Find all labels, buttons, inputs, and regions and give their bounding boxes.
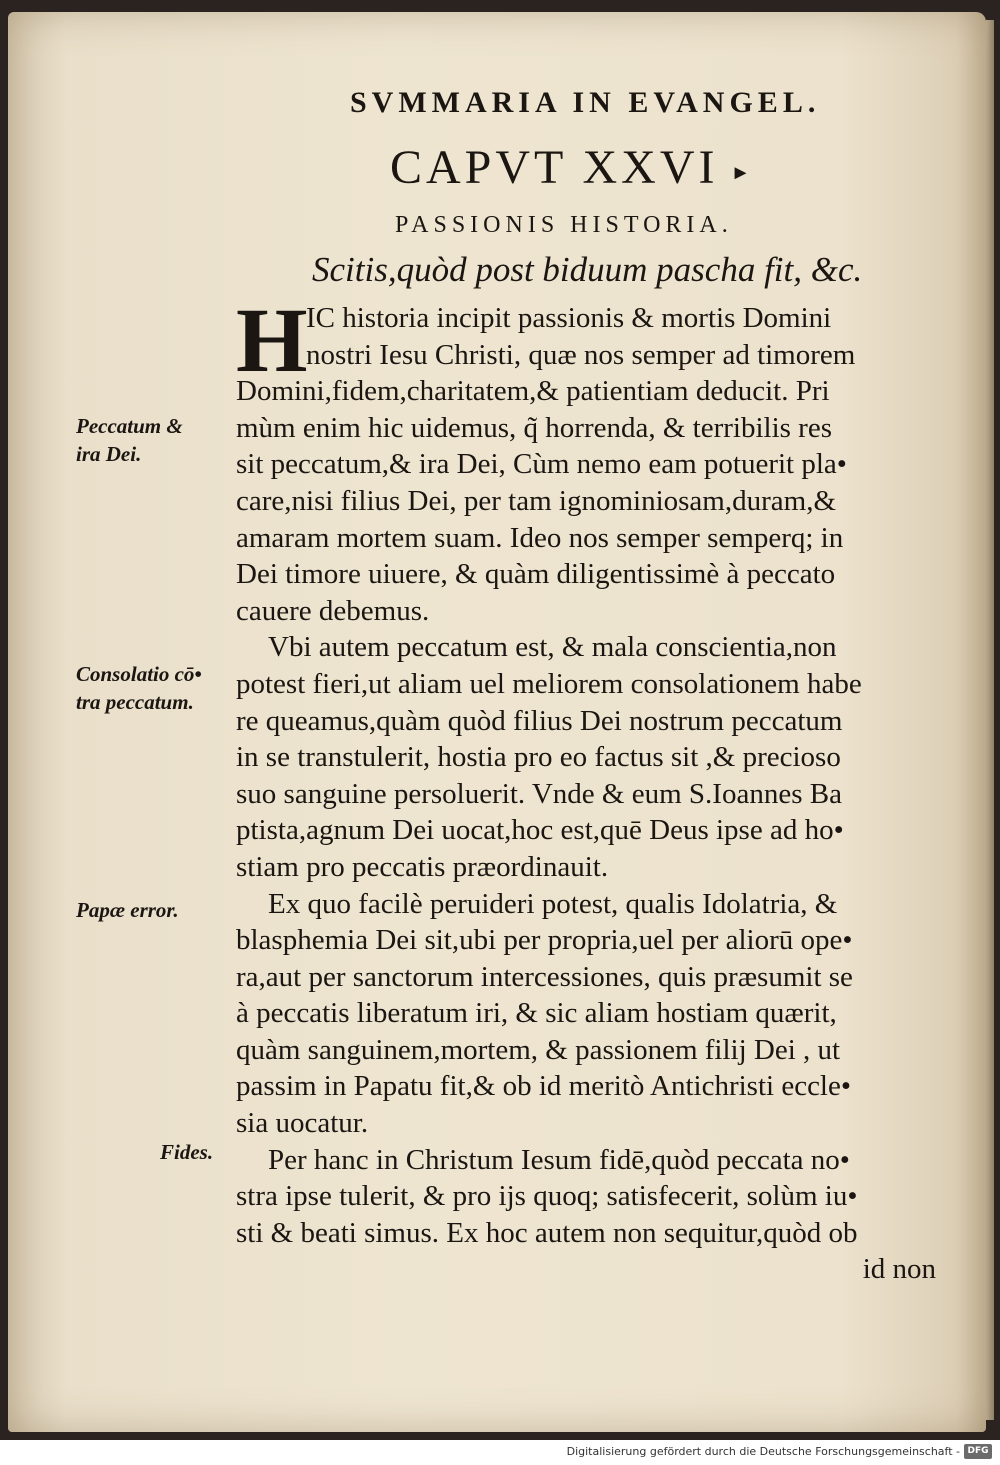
- margin-note-line: Peccatum &: [76, 414, 183, 438]
- margin-note-line: Consolatio cō•: [76, 662, 202, 686]
- text-line: quàm sanguinem,mortem, & passionem filij Dei , ut: [236, 1033, 841, 1066]
- margin-note-line: tra peccatum.: [76, 690, 194, 714]
- text-line: blasphemia Dei sit,ubi per propria,uel per aliorū ope•: [236, 924, 853, 957]
- catchword: id non: [862, 1253, 936, 1286]
- text-line: in se transtulerit, hostia pro eo factus sit ,& precioso: [236, 741, 841, 774]
- text-line: amaram mortem suam. Ideo nos semper semperq; in: [236, 521, 844, 554]
- dfg-logo-icon: DFG: [964, 1444, 992, 1459]
- margin-note-line: Fides.: [160, 1140, 214, 1164]
- margin-note-consolatio: [76, 660, 231, 716]
- footer-bar: [0, 1440, 1000, 1465]
- running-head: SVMMARIA IN EVANGEL.: [350, 86, 821, 119]
- text-line: re queamus,quàm quòd filius Dei nostrum peccatum: [236, 704, 843, 737]
- margin-note-line: Papæ error.: [76, 898, 179, 922]
- page-edge: [986, 20, 994, 1420]
- text-line: ra,aut per sanctorum intercessiones, quis præsumit se: [236, 960, 853, 993]
- text-line: sit peccatum,& ira Dei, Cùm nemo eam potuerit pla•: [236, 448, 847, 481]
- text-line: stra ipse tulerit, & pro ijs quoq; satisfecerit, solùm iu•: [236, 1180, 858, 1213]
- body-text: [236, 289, 936, 1288]
- drop-cap: H: [236, 289, 308, 391]
- text-line: Per hanc in Christum Iesum fidē,quòd peccata no•: [268, 1143, 850, 1176]
- text-line: IC historia incipit passionis & mortis Domini: [306, 302, 832, 334]
- margin-note-line: ira Dei.: [76, 442, 142, 466]
- section-subheading: PASSIONIS HISTORIA.: [395, 212, 733, 238]
- chapter-title-text: CAPVT XXVI: [390, 141, 719, 194]
- funding-notice: Digitalisierung gefördert durch die Deutsche Forschungsgemeinschaft -: [566, 1445, 960, 1458]
- text-line: potest fieri,ut aliam uel meliorem consolationem habe: [236, 667, 862, 700]
- chapter-mark: ▸: [734, 159, 751, 186]
- text-line: Ex quo facilè peruideri potest, qualis Idolatria, &: [268, 887, 838, 920]
- chapter-title: [390, 140, 810, 195]
- text-line: nostri Iesu Christi, quæ nos semper ad timorem: [306, 338, 856, 371]
- text-line: sti & beati simus. Ex hoc autem non sequitur,quòd ob: [236, 1216, 858, 1249]
- text-line: stiam pro peccatis præordinauit.: [236, 850, 609, 883]
- text-line: cauere debemus.: [236, 594, 430, 627]
- text-line: care,nisi filius Dei, per tam ignominiosam,duram,&: [236, 484, 837, 517]
- text-line: à peccatis liberatum iri, & sic aliam hostiam quærit,: [236, 997, 837, 1030]
- margin-note-papae: [76, 896, 231, 924]
- text-line: Dei timore uiuere, & quàm diligentissimè à peccato: [236, 558, 836, 591]
- margin-note-peccatum: [76, 412, 231, 468]
- margin-note-fides: [160, 1138, 230, 1166]
- text-line: suo sanguine persoluerit. Vnde & eum S.Ioannes Ba: [236, 777, 842, 810]
- text-line: Vbi autem peccatum est, & mala conscientia,non: [268, 631, 837, 664]
- text-line: mùm enim hic uidemus, q̃ horrenda, & terribilis res: [236, 411, 832, 444]
- incipit-line: Scitis,quòd post biduum pascha fit, &c.: [312, 250, 863, 289]
- text-line: ptista,agnum Dei uocat,hoc est,quē Deus ipse ad ho•: [236, 814, 844, 847]
- text-line: sia uocatur.: [236, 1107, 369, 1140]
- text-line: passim in Papatu fit,& ob id meritò Antichristi eccle•: [236, 1070, 852, 1103]
- text-line: Domini,fidem,charitatem,& patientiam deducit. Pri: [236, 375, 830, 408]
